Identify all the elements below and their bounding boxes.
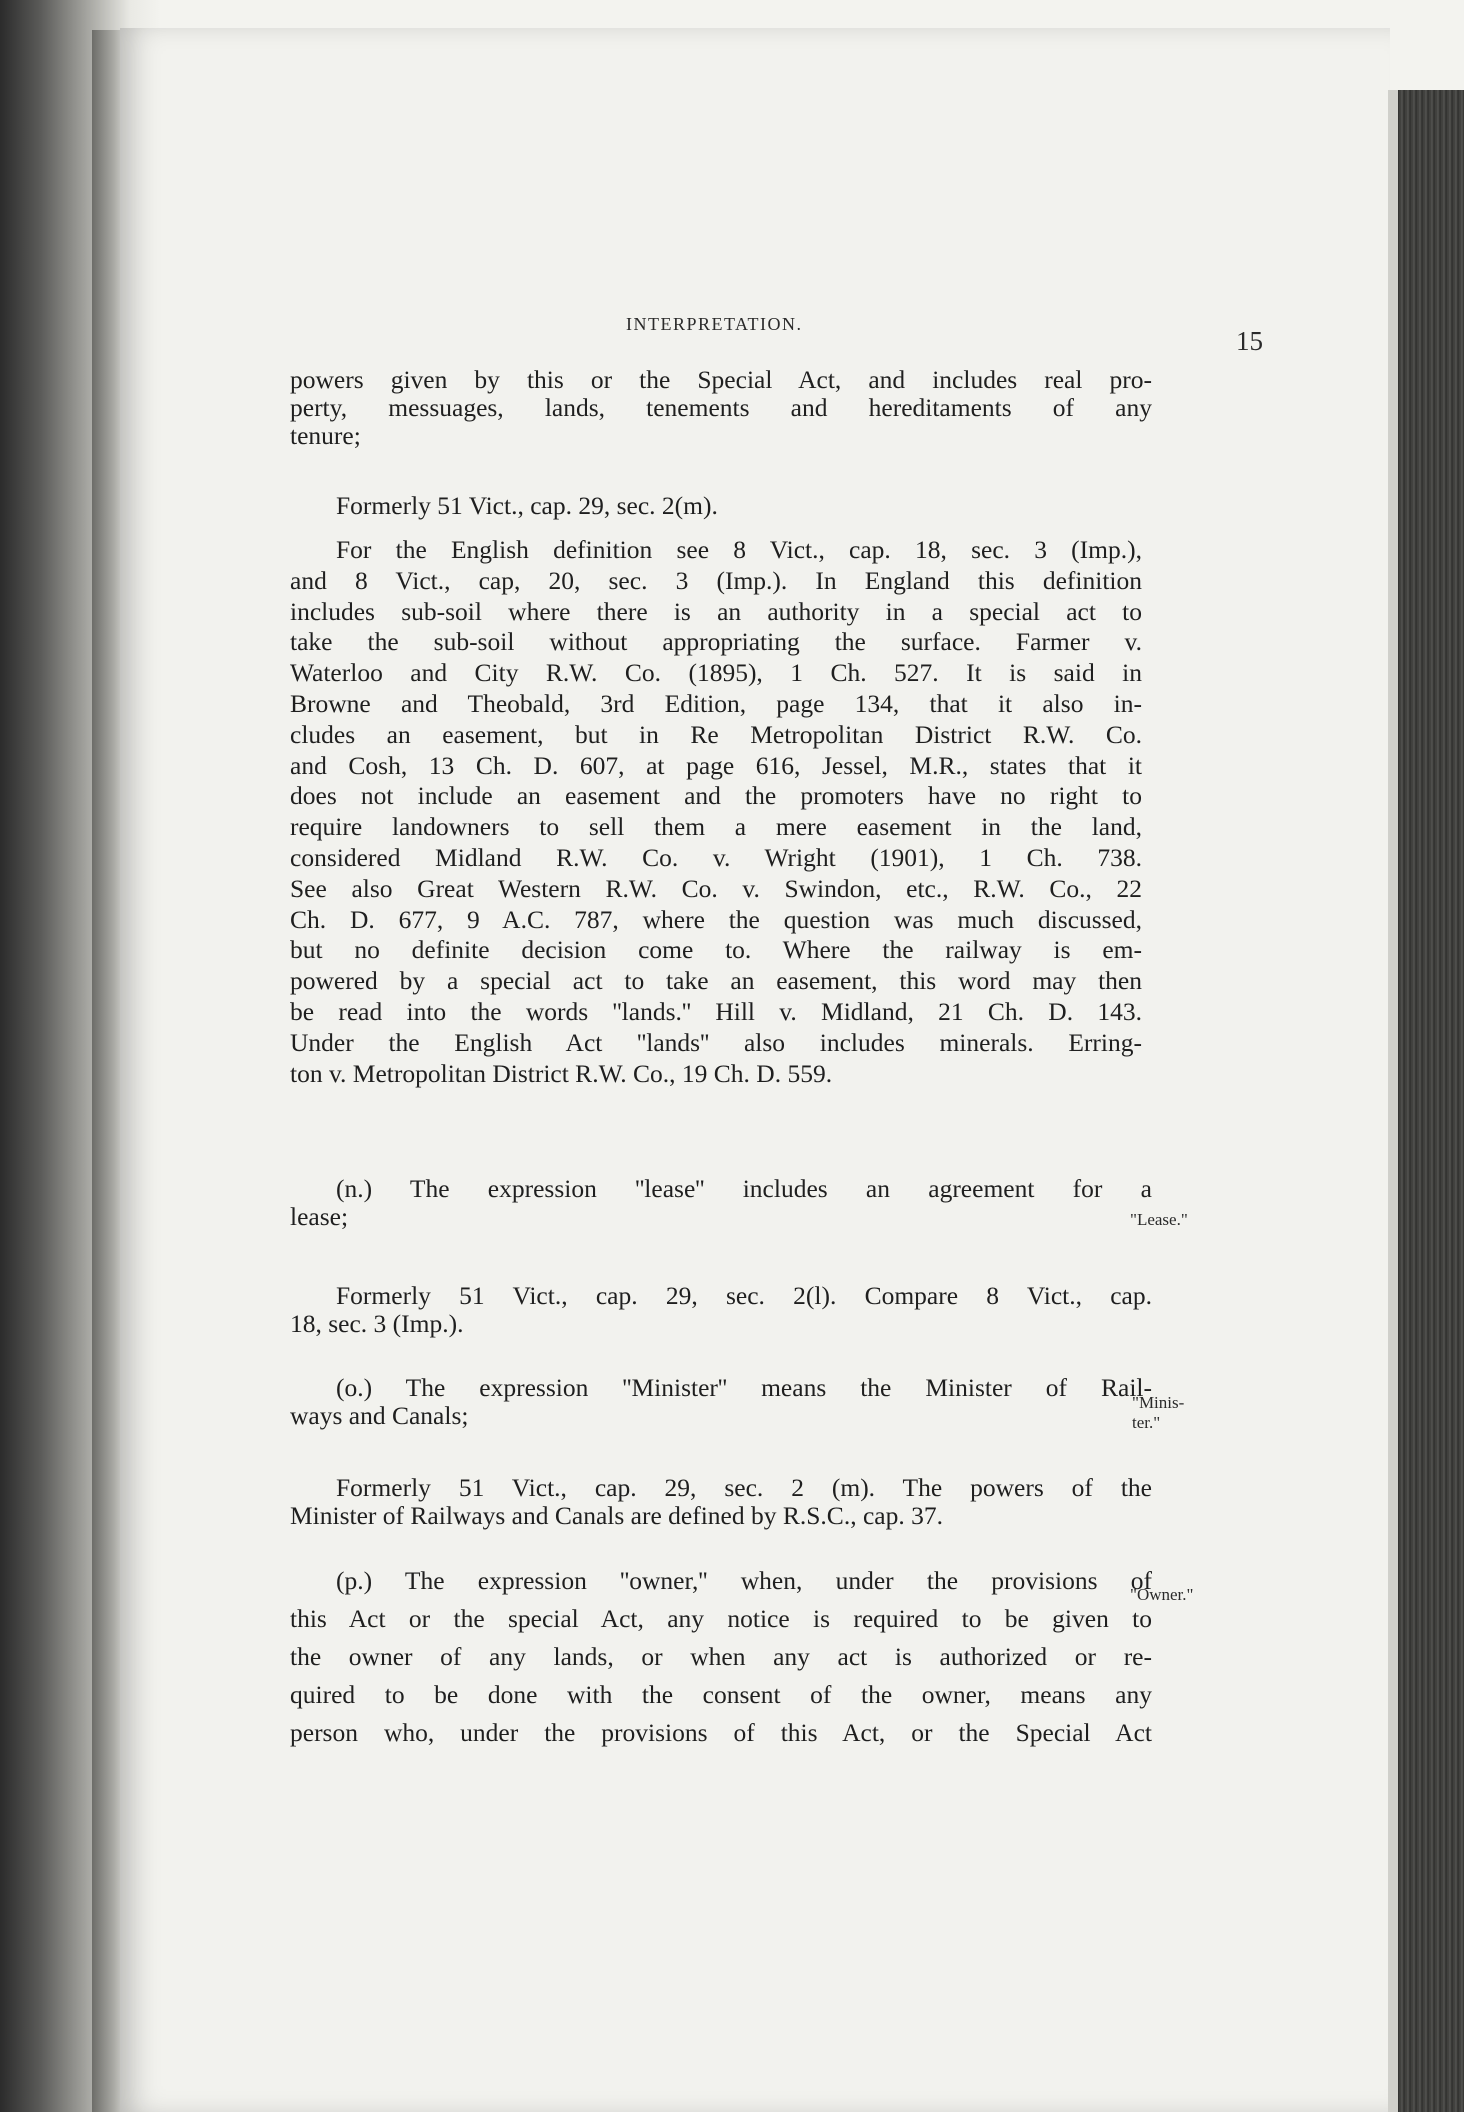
text-line: Formerly 51 Vict., cap. 29, sec. 2(m). [336,492,718,520]
formerly-note-2 [290,1282,1152,1338]
formerly-note-1 [290,492,1152,520]
text-line: perty, messuages, lands, tenements and hereditaments of any [290,394,1152,422]
text-line: does not include an easement and the promoters have no right to [290,781,1142,811]
margin-note-minister [1132,1393,1184,1433]
text-line: but no definite decision come to. Where the railway is em- [290,935,1142,965]
text-line: (p.) The expression ''owner,'' when, under the provisions of [336,1566,1152,1595]
text-line: take the sub-soil without appropriating the surface. Farmer v. [290,627,1142,657]
page-number: 15 [1236,326,1263,356]
text-line: and 8 Vict., cap, 20, sec. 3 (Imp.). In England this definition [290,565,1142,595]
margin-note-lease: "Lease." [1130,1210,1188,1229]
running-title: INTERPRETATION. [626,314,803,334]
text-line: (n.) The expression ''lease'' includes an agreement for a [336,1175,1152,1203]
text-line: lease; [290,1203,349,1231]
text-line: ways and Canals; [290,1402,469,1430]
minister-definition-paragraph [290,1374,1152,1430]
text-line: cludes an easement, but in Re Metropolitan District R.W. Co. [290,719,1142,749]
text-line: tenure; [290,422,361,450]
text-line: be read into the words ''lands.'' Hill v. Midland, 21 Ch. D. 143. [290,996,1142,1026]
text-line: (o.) The expression ''Minister'' means the Minister of Rail- [336,1374,1152,1402]
text-line: this Act or the special Act, any notice is required to be given to [290,1604,1152,1633]
text-line: considered Midland R.W. Co. v. Wright (1901), 1 Ch. 738. [290,842,1142,872]
text-line: the owner of any lands, or when any act is authorized or re- [290,1642,1152,1671]
text-line: Waterloo and City R.W. Co. (1895), 1 Ch. 527. It is said in [290,658,1142,688]
english-definition-paragraph [290,535,1142,1089]
text-line: powered by a special act to take an easement, this word may then [290,966,1142,996]
text-line: 18, sec. 3 (Imp.). [290,1310,464,1338]
owner-definition-paragraph [290,1562,1152,1752]
formerly-note-3 [290,1474,1152,1530]
text-line: For the English definition see 8 Vict., cap. 18, sec. 3 (Imp.), [336,535,1142,564]
text-line: Formerly 51 Vict., cap. 29, sec. 2(l). Compare 8 Vict., cap. [336,1282,1152,1310]
text-line: powers given by this or the Special Act, and includes real pro- [290,366,1152,394]
text-line: require landowners to sell them a mere easement in the land, [290,812,1142,842]
fore-edge [1388,90,1464,2112]
fore-edge-highlight [1388,90,1398,2112]
text-line: Minister of Railways and Canals are defined by R.S.C., cap. 37. [290,1502,943,1530]
lease-definition-paragraph [290,1175,1152,1231]
text-line: ton v. Metropolitan District R.W. Co., 19 Ch. D. 559. [290,1058,833,1088]
text-line: includes sub-soil where there is an authority in a special act to [290,596,1142,626]
margin-note-line: "Minis- [1132,1393,1185,1412]
text-line: and Cosh, 13 Ch. D. 607, at page 616, Jessel, M.R., states that it [290,750,1142,780]
lands-definition-paragraph [290,366,1152,450]
text-line: quired to be done with the consent of the owner, means any [290,1680,1152,1709]
text-line: Browne and Theobald, 3rd Edition, page 134, that it also in- [290,688,1142,718]
text-line: Under the English Act ''lands'' also includes minerals. Erring- [290,1027,1142,1057]
text-line: See also Great Western R.W. Co. v. Swindon, etc., R.W. Co., 22 [290,873,1142,903]
text-line: person who, under the provisions of this Act, or the Special Act [290,1718,1152,1747]
text-line: Ch. D. 677, 9 A.C. 787, where the question was much discussed, [290,904,1142,934]
text-line: Formerly 51 Vict., cap. 29, sec. 2 (m). The powers of the [336,1474,1152,1502]
margin-note-line: ter." [1132,1413,1161,1432]
margin-note-owner: "Owner." [1130,1585,1194,1604]
